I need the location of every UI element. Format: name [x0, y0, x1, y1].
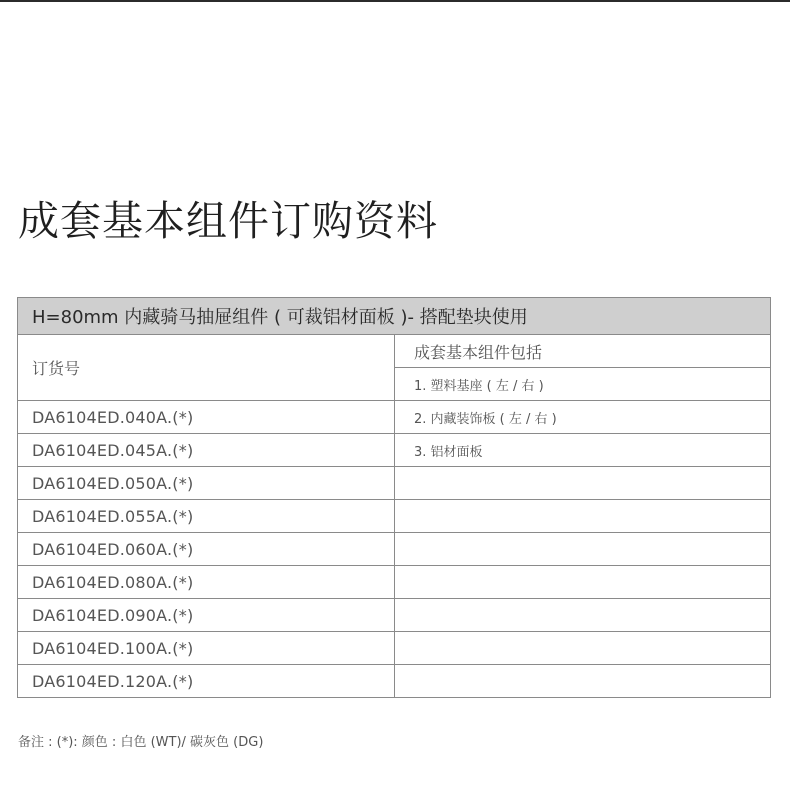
empty-cell [395, 566, 771, 599]
table-row [18, 599, 771, 632]
top-divider [0, 0, 790, 2]
empty-cell [395, 599, 771, 632]
page-title: 成套基本组件订购资料 [18, 197, 438, 245]
order-table [17, 297, 771, 698]
table-row [18, 401, 771, 434]
empty-cell [395, 467, 771, 500]
table-row [18, 632, 771, 665]
order-code: DA6104ED.060A.(*) [18, 533, 395, 566]
table-row [18, 434, 771, 467]
component-item: 1. 塑料基座 ( 左 / 右 ) [395, 368, 771, 401]
order-code: DA6104ED.055A.(*) [18, 500, 395, 533]
order-code: DA6104ED.100A.(*) [18, 632, 395, 665]
empty-cell [395, 500, 771, 533]
order-code: DA6104ED.040A.(*) [18, 401, 395, 434]
footnote: 备注 : (*): 颜色 : 白色 (WT)/ 碳灰色 (DG) [18, 735, 264, 750]
order-code: DA6104ED.050A.(*) [18, 467, 395, 500]
empty-cell [395, 632, 771, 665]
order-code: DA6104ED.080A.(*) [18, 566, 395, 599]
order-number-label: 订货号 [18, 335, 395, 401]
table-row [18, 500, 771, 533]
table-row [18, 335, 771, 368]
table-row [18, 533, 771, 566]
table-header: H=80mm 内藏骑马抽屉组件 ( 可裁铝材面板 )- 搭配垫块使用 [18, 298, 771, 335]
empty-cell [395, 665, 771, 698]
component-item: 2. 内藏装饰板 ( 左 / 右 ) [395, 401, 771, 434]
empty-cell [395, 533, 771, 566]
order-code: DA6104ED.045A.(*) [18, 434, 395, 467]
component-item: 3. 铝材面板 [395, 434, 771, 467]
table-header-row [18, 298, 771, 335]
order-code: DA6104ED.090A.(*) [18, 599, 395, 632]
table-row [18, 566, 771, 599]
table-row [18, 467, 771, 500]
table-row [18, 665, 771, 698]
components-label: 成套基本组件包括 [395, 335, 771, 368]
order-code: DA6104ED.120A.(*) [18, 665, 395, 698]
